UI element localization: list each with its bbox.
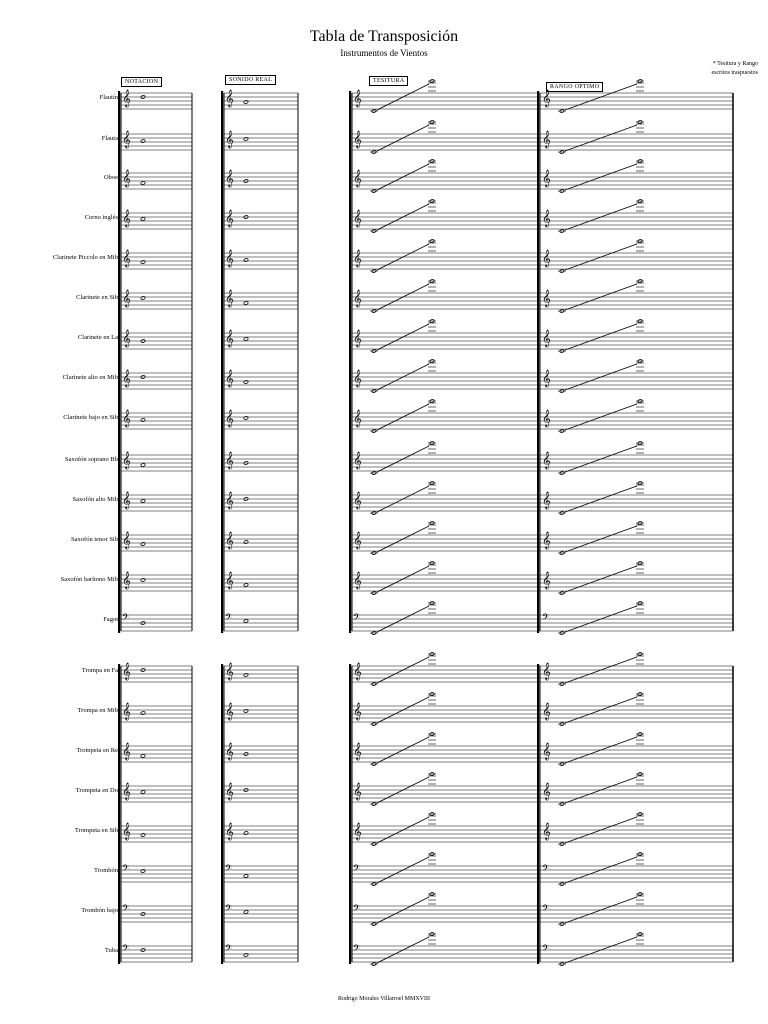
treble-clef-icon: 𝄞 — [225, 742, 234, 760]
treble-clef-icon: 𝄞 — [542, 209, 551, 227]
treble-clef-icon: 𝄞 — [542, 329, 551, 347]
treble-clef-icon: 𝄞 — [542, 169, 551, 187]
treble-clef-icon: 𝄞 — [353, 289, 362, 307]
instrument-label: Corno inglés — [84, 214, 118, 221]
treble-clef-icon: 𝄞 — [122, 451, 131, 469]
system-bracket — [221, 91, 223, 633]
column-header-real-sound: SONIDO REAL — [225, 75, 276, 85]
note-head — [243, 416, 248, 420]
treble-clef-icon: 𝄞 — [122, 289, 131, 307]
note-head — [243, 583, 248, 587]
treble-clef-icon: 𝄞 — [542, 782, 551, 800]
instrument-label: Saxofón tenor Sib — [71, 536, 118, 543]
treble-clef-icon: 𝄞 — [542, 822, 551, 840]
note-head — [140, 711, 145, 715]
treble-clef-icon: 𝄞 — [122, 329, 131, 347]
treble-clef-icon: 𝄞 — [225, 329, 234, 347]
treble-clef-icon: 𝄞 — [542, 491, 551, 509]
instrument-label: Saxofón soprano Bb — [64, 456, 118, 463]
note-head — [140, 869, 145, 873]
treble-clef-icon: 𝄞 — [542, 409, 551, 427]
note-head — [243, 100, 248, 104]
note-head — [140, 790, 145, 794]
treble-clef-icon: 𝄞 — [225, 130, 234, 148]
page-title: Tabla de Transposición — [309, 28, 459, 45]
treble-clef-icon: 𝄞 — [353, 249, 362, 267]
treble-clef-icon: 𝄞 — [122, 249, 131, 267]
column-header-tessitura: TESITURA — [369, 76, 408, 86]
note-head — [243, 301, 248, 305]
treble-clef-icon: 𝄞 — [542, 249, 551, 267]
note-head — [140, 754, 145, 758]
treble-clef-icon: 𝄞 — [225, 409, 234, 427]
note-head — [243, 137, 248, 141]
page-subtitle: Instrumentos de Vientos — [340, 48, 428, 58]
note-head — [140, 296, 145, 300]
treble-clef-icon: 𝄞 — [353, 329, 362, 347]
treble-clef-icon: 𝄞 — [353, 169, 362, 187]
instrument-label: Trompeta en Sib — [74, 827, 118, 834]
instrument-label: Tuba — [104, 947, 118, 954]
instrument-label: Trombón — [94, 867, 118, 874]
system-bracket — [221, 664, 223, 964]
treble-clef-icon: 𝄞 — [225, 531, 234, 549]
note-head — [140, 499, 145, 503]
note-head — [140, 217, 145, 221]
instrument-label: Trompeta en Re — [76, 747, 118, 754]
bass-clef-icon: 𝄢 — [542, 863, 550, 876]
note-line-2: escritos traspuestos — [711, 70, 758, 76]
bass-clef-icon: 𝄢 — [542, 612, 550, 625]
instrument-label: Trombón bajo — [81, 907, 118, 914]
treble-clef-icon: 𝄞 — [122, 782, 131, 800]
instrument-label: Saxofón alto Mib — [72, 496, 118, 503]
treble-clef-icon: 𝄞 — [225, 249, 234, 267]
bass-clef-icon: 𝄢 — [225, 863, 233, 876]
treble-clef-icon: 𝄞 — [225, 89, 234, 107]
note-head — [140, 578, 145, 582]
bass-clef-icon: 𝄢 — [122, 612, 130, 625]
note-head — [243, 709, 248, 713]
treble-clef-icon: 𝄞 — [225, 662, 234, 680]
treble-clef-icon: 𝄞 — [225, 451, 234, 469]
system-bracket — [349, 91, 351, 633]
bass-clef-icon: 𝄢 — [353, 612, 361, 625]
treble-clef-icon: 𝄞 — [225, 491, 234, 509]
note-head — [243, 619, 248, 623]
treble-clef-icon: 𝄞 — [542, 531, 551, 549]
treble-clef-icon: 𝄞 — [353, 209, 362, 227]
note-head — [243, 874, 248, 878]
treble-clef-icon: 𝄞 — [225, 782, 234, 800]
treble-clef-icon: 𝄞 — [542, 130, 551, 148]
bass-clef-icon: 𝄢 — [542, 943, 550, 956]
instrument-label: Clarinete alto en Mib — [62, 374, 118, 381]
treble-clef-icon: 𝄞 — [353, 571, 362, 589]
treble-clef-icon: 𝄞 — [225, 369, 234, 387]
note-head — [140, 260, 145, 264]
system-bracket — [537, 91, 539, 633]
instrument-label: Oboe — [103, 174, 118, 181]
treble-clef-icon: 𝄞 — [122, 531, 131, 549]
instrument-label: Saxofón barítono Mib — [60, 576, 118, 583]
bass-clef-icon: 𝄢 — [542, 903, 550, 916]
system-bracket — [118, 91, 120, 633]
note-head — [140, 139, 145, 143]
treble-clef-icon: 𝄞 — [122, 169, 131, 187]
treble-clef-icon: 𝄞 — [353, 662, 362, 680]
note-head — [243, 258, 248, 262]
bass-clef-icon: 𝄢 — [353, 943, 361, 956]
instrument-label: Clarinete bajo en Sib — [63, 414, 118, 421]
treble-clef-icon: 𝄞 — [542, 571, 551, 589]
treble-clef-icon: 𝄞 — [353, 491, 362, 509]
treble-clef-icon: 𝄞 — [122, 409, 131, 427]
note-head — [243, 540, 248, 544]
treble-clef-icon: 𝄞 — [122, 89, 131, 107]
treble-clef-icon: 𝄞 — [353, 409, 362, 427]
bass-clef-icon: 𝄢 — [225, 903, 233, 916]
treble-clef-icon: 𝄞 — [225, 822, 234, 840]
instrument-label: Clarinete Piccolo en Mib — [52, 254, 118, 261]
note-head — [243, 910, 248, 914]
treble-clef-icon: 𝄞 — [122, 702, 131, 720]
instrument-label: Trompeta en Do — [75, 787, 118, 794]
treble-clef-icon: 𝄞 — [122, 209, 131, 227]
note-head — [140, 463, 145, 467]
system-bracket — [349, 664, 351, 964]
treble-clef-icon: 𝄞 — [353, 702, 362, 720]
treble-clef-icon: 𝄞 — [122, 662, 131, 680]
bass-clef-icon: 𝄢 — [122, 903, 130, 916]
bass-clef-icon: 𝄢 — [353, 903, 361, 916]
treble-clef-icon: 𝄞 — [542, 662, 551, 680]
system-bracket — [537, 664, 539, 964]
instrument-label: Fagot — [103, 616, 118, 623]
instrument-label: Clarinete en La — [77, 334, 118, 341]
instrument-label: Flauta — [101, 135, 118, 142]
treble-clef-icon: 𝄞 — [353, 742, 362, 760]
treble-clef-icon: 𝄞 — [353, 451, 362, 469]
treble-clef-icon: 𝄞 — [225, 702, 234, 720]
treble-clef-icon: 𝄞 — [542, 451, 551, 469]
instrument-label: Flautín — [99, 94, 118, 101]
treble-clef-icon: 𝄞 — [225, 571, 234, 589]
column-header-notation: NOTACION — [121, 77, 162, 87]
footer-credit: Rodrigo Morales Villarroel MMXVIII — [337, 996, 430, 1002]
treble-clef-icon: 𝄞 — [542, 289, 551, 307]
treble-clef-icon: 𝄞 — [225, 289, 234, 307]
note-line-1: * Tesitura y Rango — [712, 61, 758, 67]
note-head — [243, 673, 248, 677]
bass-clef-icon: 𝄢 — [353, 863, 361, 876]
treble-clef-icon: 𝄞 — [225, 209, 234, 227]
note-head — [140, 542, 145, 546]
treble-clef-icon: 𝄞 — [122, 742, 131, 760]
treble-clef-icon: 𝄞 — [542, 89, 551, 107]
note-head — [243, 337, 248, 341]
treble-clef-icon: 𝄞 — [542, 702, 551, 720]
treble-clef-icon: 𝄞 — [353, 531, 362, 549]
treble-clef-icon: 𝄞 — [353, 89, 362, 107]
bass-clef-icon: 𝄢 — [122, 863, 130, 876]
bass-clef-icon: 𝄢 — [225, 612, 233, 625]
treble-clef-icon: 𝄞 — [122, 491, 131, 509]
note-head — [243, 380, 248, 384]
note-head — [140, 181, 145, 185]
column-header-optimal-range: RANGO OPTIMO — [546, 82, 603, 92]
note-head — [140, 833, 145, 837]
bass-clef-icon: 𝄢 — [225, 943, 233, 956]
treble-clef-icon: 𝄞 — [122, 369, 131, 387]
treble-clef-icon: 𝄞 — [122, 822, 131, 840]
treble-clef-icon: 𝄞 — [542, 742, 551, 760]
treble-clef-icon: 𝄞 — [353, 369, 362, 387]
treble-clef-icon: 𝄞 — [225, 169, 234, 187]
treble-clef-icon: 𝄞 — [353, 782, 362, 800]
note-head — [243, 953, 248, 957]
note-head — [243, 831, 248, 835]
note-head — [140, 418, 145, 422]
bass-clef-icon: 𝄢 — [122, 943, 130, 956]
treble-clef-icon: 𝄞 — [122, 571, 131, 589]
treble-clef-icon: 𝄞 — [122, 130, 131, 148]
treble-clef-icon: 𝄞 — [542, 369, 551, 387]
instrument-label: Trompa en Mib — [77, 707, 118, 714]
treble-clef-icon: 𝄞 — [353, 130, 362, 148]
instrument-label: Trompa en Fa — [81, 667, 118, 674]
system-bracket — [118, 664, 120, 964]
treble-clef-icon: 𝄞 — [353, 822, 362, 840]
instrument-label: Clarinete en Sib — [76, 294, 118, 301]
